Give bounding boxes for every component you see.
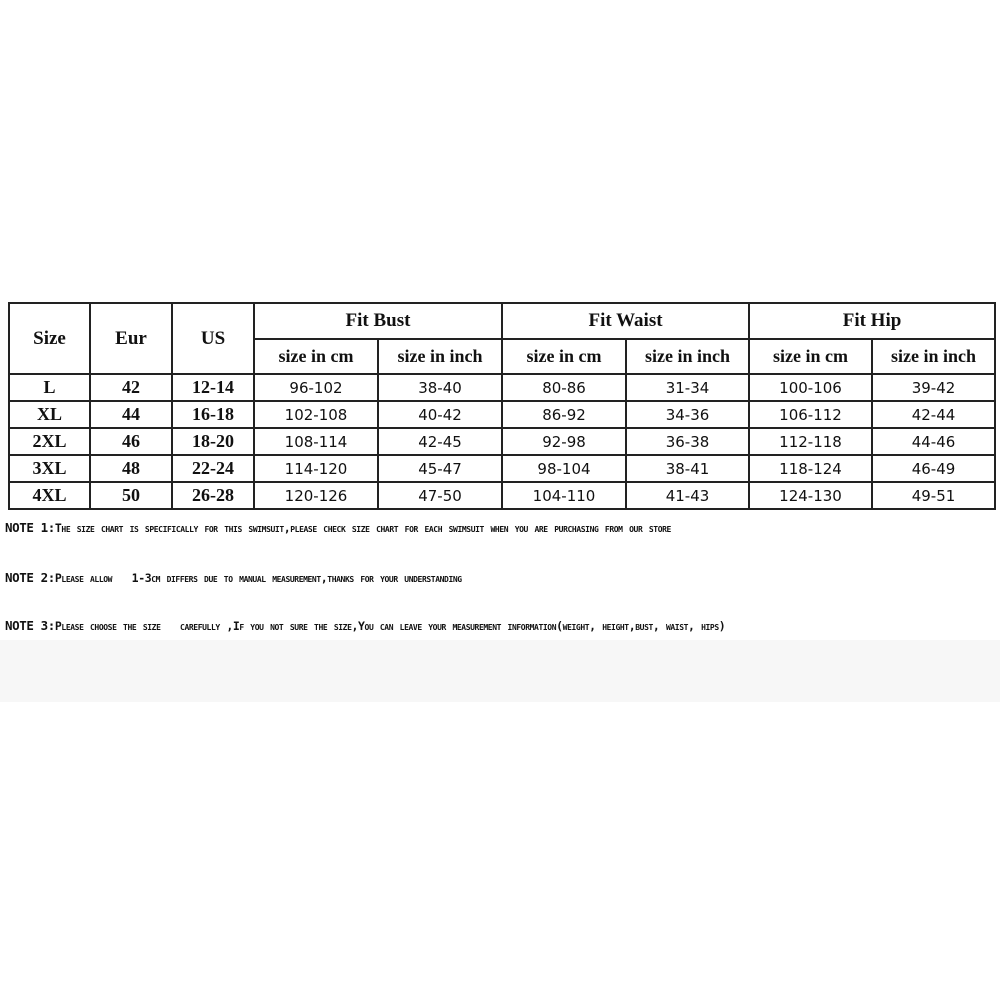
cell-hip-inch: 44-46 bbox=[872, 428, 995, 455]
row-size: XL bbox=[9, 401, 90, 428]
note-text: Please allow 1-3cm differs due to manual measurement,thanks for your understanding bbox=[54, 571, 462, 585]
table-row bbox=[9, 374, 995, 401]
row-size: 2XL bbox=[9, 428, 90, 455]
row-eur: 48 bbox=[90, 455, 172, 482]
table-row bbox=[9, 401, 995, 428]
cell-waist-inch: 41-43 bbox=[626, 482, 749, 509]
cell-hip-inch: 49-51 bbox=[872, 482, 995, 509]
cell-bust-cm: 108-114 bbox=[254, 428, 378, 455]
row-us: 22-24 bbox=[172, 455, 254, 482]
cell-bust-cm: 96-102 bbox=[254, 374, 378, 401]
cell-waist-inch: 34-36 bbox=[626, 401, 749, 428]
cell-hip-cm: 106-112 bbox=[749, 401, 872, 428]
subheader-waist-inch: size in inch bbox=[626, 339, 749, 374]
cell-waist-cm: 86-92 bbox=[502, 401, 626, 428]
table-row bbox=[9, 482, 995, 509]
header-size: Size bbox=[9, 303, 90, 374]
row-eur: 44 bbox=[90, 401, 172, 428]
subheader-bust-cm: size in cm bbox=[254, 339, 378, 374]
note-label: NOTE 1: bbox=[5, 520, 55, 535]
cell-hip-cm: 124-130 bbox=[749, 482, 872, 509]
row-us: 26-28 bbox=[172, 482, 254, 509]
cell-hip-cm: 100-106 bbox=[749, 374, 872, 401]
header-fit-bust: Fit Bust bbox=[254, 303, 502, 339]
background-band bbox=[0, 640, 1000, 702]
header-us: US bbox=[172, 303, 254, 374]
cell-bust-inch: 42-45 bbox=[378, 428, 502, 455]
row-size: 4XL bbox=[9, 482, 90, 509]
row-us: 18-20 bbox=[172, 428, 254, 455]
cell-hip-cm: 112-118 bbox=[749, 428, 872, 455]
row-us: 16-18 bbox=[172, 401, 254, 428]
table-row bbox=[9, 455, 995, 482]
table-row bbox=[9, 428, 995, 455]
cell-waist-inch: 36-38 bbox=[626, 428, 749, 455]
cell-waist-cm: 92-98 bbox=[502, 428, 626, 455]
row-eur: 50 bbox=[90, 482, 172, 509]
cell-bust-inch: 38-40 bbox=[378, 374, 502, 401]
cell-waist-cm: 80-86 bbox=[502, 374, 626, 401]
note-3 bbox=[5, 618, 997, 633]
note-text: The size chart is specifically for this swimsuit,please check size chart for each swimsuit when you are purchasing from our store bbox=[54, 521, 671, 535]
cell-waist-cm: 98-104 bbox=[502, 455, 626, 482]
subheader-waist-cm: size in cm bbox=[502, 339, 626, 374]
row-eur: 42 bbox=[90, 374, 172, 401]
note-label: NOTE 2: bbox=[5, 570, 55, 585]
row-size: L bbox=[9, 374, 90, 401]
cell-waist-cm: 104-110 bbox=[502, 482, 626, 509]
note-label: NOTE 3: bbox=[5, 618, 55, 633]
cell-bust-inch: 45-47 bbox=[378, 455, 502, 482]
cell-waist-inch: 38-41 bbox=[626, 455, 749, 482]
row-us: 12-14 bbox=[172, 374, 254, 401]
cell-waist-inch: 31-34 bbox=[626, 374, 749, 401]
row-eur: 46 bbox=[90, 428, 172, 455]
cell-hip-cm: 118-124 bbox=[749, 455, 872, 482]
header-fit-hip: Fit Hip bbox=[749, 303, 995, 339]
note-2 bbox=[5, 570, 997, 585]
subheader-hip-cm: size in cm bbox=[749, 339, 872, 374]
row-size: 3XL bbox=[9, 455, 90, 482]
cell-bust-cm: 102-108 bbox=[254, 401, 378, 428]
header-row bbox=[9, 303, 995, 339]
cell-bust-cm: 120-126 bbox=[254, 482, 378, 509]
header-eur: Eur bbox=[90, 303, 172, 374]
cell-bust-inch: 47-50 bbox=[378, 482, 502, 509]
subheader-hip-inch: size in inch bbox=[872, 339, 995, 374]
note-1 bbox=[5, 520, 997, 535]
size-chart-table bbox=[8, 302, 996, 510]
cell-hip-inch: 42-44 bbox=[872, 401, 995, 428]
cell-bust-cm: 114-120 bbox=[254, 455, 378, 482]
header-fit-waist: Fit Waist bbox=[502, 303, 749, 339]
cell-bust-inch: 40-42 bbox=[378, 401, 502, 428]
cell-hip-inch: 39-42 bbox=[872, 374, 995, 401]
cell-hip-inch: 46-49 bbox=[872, 455, 995, 482]
subheader-bust-inch: size in inch bbox=[378, 339, 502, 374]
note-text: Please choose the size carefully ,If you not sure the size,You can leave your measurement information(weight, height,bust, waist, hips) bbox=[54, 619, 726, 633]
